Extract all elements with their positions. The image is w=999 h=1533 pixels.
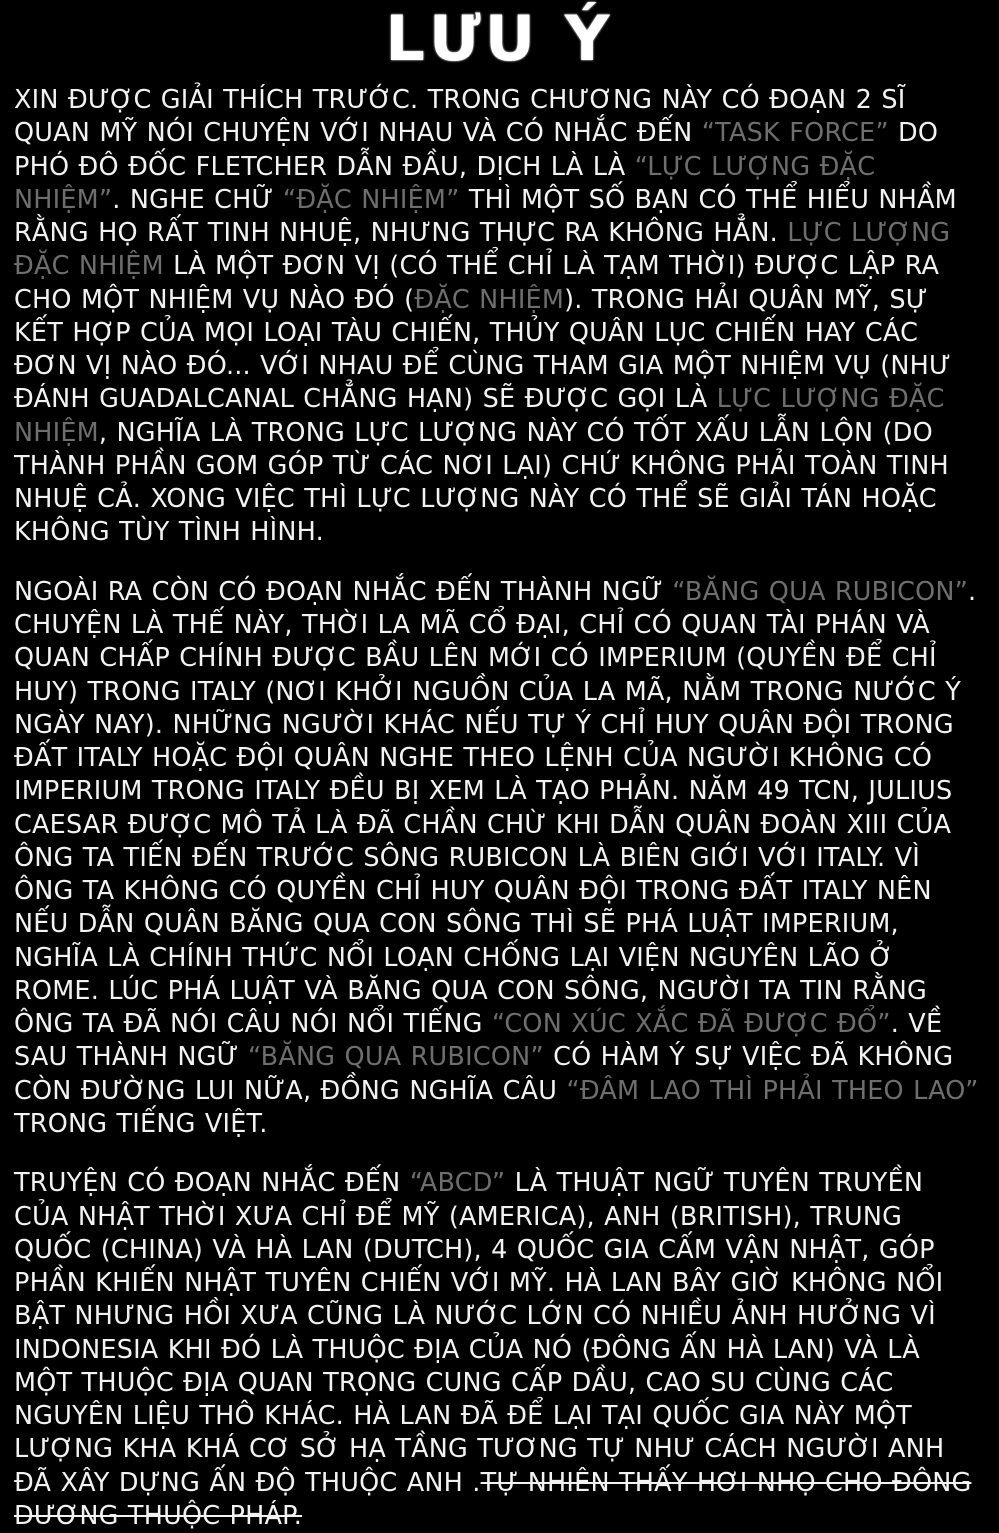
note-body: [14, 84, 985, 1533]
text-run: “BĂNG QUA RUBICON”: [672, 576, 969, 607]
text-run: “ĐẶC NHIỆM”: [282, 184, 460, 215]
text-run: “CON XÚC XẮC ĐÃ ĐƯỢC ĐỔ”: [491, 1009, 891, 1040]
text-run: . CHUYỆN LÀ THẾ NÀY, THỜI LA MÃ CỔ ĐẠI, CHỈ CÓ QUAN TÀI PHÁN VÀ QUAN CHẤP CHÍNH ĐƯỢC BẦU LÊN MỚI CÓ IMPERIUM (QUYỀN ĐỂ CHỈ HUY) TRONG ITALY (NƠI KHỞI NGUỒN CỦA LA MÃ, NẰM TRONG NƯỚC Ý NGÀY NAY). NHỮNG NGƯỜI KHÁC NẾU TỰ Ý CHỈ HUY QUÂN ĐỘI TRONG ĐẤT ITALY HOẶC ĐỘI QUÂN NGHE THEO LỆNH CỦA NGƯỜI KHÔNG CÓ IMPERIUM TRONG ITALY ĐỀU BỊ XEM LÀ TẠO PHẢN. NĂM 49 TCN, JULIUS CAESAR ĐƯỢC MÔ TẢ LÀ ĐÃ CHẦN CHỪ KHI DẪN QUÂN ĐOÀN XIII CỦA ÔNG TA TIẾN ĐẾN TRƯỚC SÔNG RUBICON LÀ BIÊN GIỚI VỚI ITALY. VÌ ÔNG TA KHÔNG CÓ QUYỀN CHỈ HUY QUÂN ĐỘI TRONG ĐẤT ITALY NÊN NẾU DẪN QUÂN BĂNG QUA CON SÔNG THÌ SẼ PHÁ LUẬT IMPERIUM, NGHĨA LÀ CHÍNH THỨC NỔI LOẠN CHỐNG LẠI VIỆN NGUYÊN LÃO Ở ROME. LÚC PHÁ LUẬT VÀ BĂNG QUA CON SÔNG, NGƯỜI TA TIN RẰNG ÔNG TA ĐÃ NÓI CÂU NÓI NỔI TIẾNG: [14, 576, 977, 1040]
text-run: LÀ MỘT ĐƠN VỊ (CÓ THỂ CHỈ LÀ TẠM THỜI) ĐƯỢC LẬP RA CHO MỘT NHIỆM VỤ NÀO ĐÓ (: [14, 251, 940, 315]
paragraph-3: [14, 1167, 985, 1533]
text-run: TỰ NHIÊN THẤY HƠI NHỌ CHO ĐÔNG DƯƠNG THUỘC PHÁP.: [14, 1467, 972, 1531]
text-run: “BĂNG QUA RUBICON”: [248, 1042, 544, 1073]
text-run: LỰC LƯỢNG ĐẶC NHIỆM: [14, 384, 945, 448]
text-run: DO PHÓ ĐÔ ĐỐC FLETCHER DẪN ĐẦU, DỊCH LÀ LÀ: [14, 118, 939, 182]
page-title: LƯU Ý: [385, 2, 614, 75]
text-run: XIN ĐƯỢC GIẢI THÍCH TRƯỚC. TRONG CHƯƠNG NÀY CÓ ĐOẠN 2 SĨ QUAN MỸ NÓI CHUYỆN VỚI NHAU VÀ CÓ NHẮC ĐẾN: [14, 85, 906, 149]
text-run: “LỰC LƯỢNG ĐẶC NHIỆM”: [14, 151, 876, 215]
paragraph-1: [14, 84, 985, 550]
text-run: “ĐÂM LAO THÌ PHẢI THEO LAO”: [566, 1075, 979, 1106]
text-run: “TASK FORCE”: [701, 118, 889, 149]
text-run: ĐẶC NHIỆM: [414, 284, 565, 315]
text-run: . NGHE CHỮ: [112, 184, 283, 215]
text-run: “ABCD”: [409, 1168, 506, 1199]
text-run: THÌ MỘT SỐ BẠN CÓ THỂ HIỂU NHẦM RẰNG HỌ RẤT TINH NHUỆ, NHƯNG THỰC RA KHÔNG HẲN.: [14, 184, 957, 249]
text-run: ). TRONG HẢI QUÂN MỸ, SỰ KẾT HỢP CỦA MỌI LOẠI TÀU CHIẾN, THỦY QUÂN LỤC CHIẾN HAY CÁC ĐƠN VỊ NÀO ĐÓ... VỚI NHAU ĐỂ CÙNG THAM GIA MỘT NHIỆM VỤ (NHƯ ĐÁNH GUADALCANAL CHẲNG HẠN) SẼ ĐƯỢC GỌI LÀ: [14, 284, 952, 415]
text-run: , NGHĨA LÀ TRONG LỰC LƯỢNG NÀY CÓ TỐT XẤU LẪN LỘN (DO THÀNH PHẦN GOM GÓP TỪ CÁC NƠI LẠI) CHỨ KHÔNG PHẢI TOÀN TINH NHUỆ CẢ. XONG VIỆC THÌ LỰC LƯỢNG NÀY CÓ THỂ SẼ GIẢI TÁN HOẶC KHÔNG TÙY TÌNH HÌNH.: [14, 417, 949, 548]
text-run: LÀ THUẬT NGỮ TUYÊN TRUYỀN CỦA NHẬT THỜI XƯA CHỈ ĐỂ MỸ (AMERICA), ANH (BRITISH), TRUNG QUỐC (CHINA) VÀ HÀ LAN (DUTCH), 4 QUỐC GIA CẤM VẬN NHẬT, GÓP PHẦN KHIẾN NHẬT TUYÊN CHIẾN VỚI MỸ. HÀ LAN BÂY GIỜ KHÔNG NỔI BẬT NHƯNG HỒI XƯA CŨNG LÀ NƯỚC LỚN CÓ NHIỀU ẢNH HƯỞNG VÌ INDONESIA KHI ĐÓ LÀ THUỘC ĐỊA CỦA NÓ (ĐÔNG ẤN HÀ LAN) VÀ LÀ MỘT THUỘC ĐỊA QUAN TRỌNG CUNG CẤP DẦU, CAO SU CÙNG CÁC NGUYÊN LIỆU THÔ KHÁC. HÀ LAN ĐÃ ĐỂ LẠI TẠI QUỐC GIA NÀY MỘT LƯỢNG KHA KHÁ CƠ SỞ HẠ TẦNG TƯƠNG TỰ NHƯ CÁCH NGƯỜI ANH ĐÃ XÂY DỰNG ẤN ĐỘ THUỘC ANH .: [14, 1168, 945, 1498]
text-run: CÓ HÀM Ý SỰ VIỆC ĐÃ KHÔNG CÒN ĐƯỜNG LUI NỮA, ĐỒNG NGHĨA CÂU: [14, 1042, 954, 1106]
text-run: . VỀ SAU THÀNH NGỮ: [14, 1009, 943, 1073]
paragraph-2: [14, 576, 985, 1142]
text-run: LỰC LƯỢNG ĐẶC NHIỆM: [14, 218, 951, 282]
note-page: [0, 2, 999, 1531]
text-run: NGOÀI RA CÒN CÓ ĐOẠN NHẮC ĐẾN THÀNH NGỮ: [14, 576, 673, 607]
text-run: TRONG TIẾNG VIỆT.: [14, 1108, 268, 1139]
text-run: TRUYỆN CÓ ĐOẠN NHẮC ĐẾN: [14, 1168, 410, 1199]
